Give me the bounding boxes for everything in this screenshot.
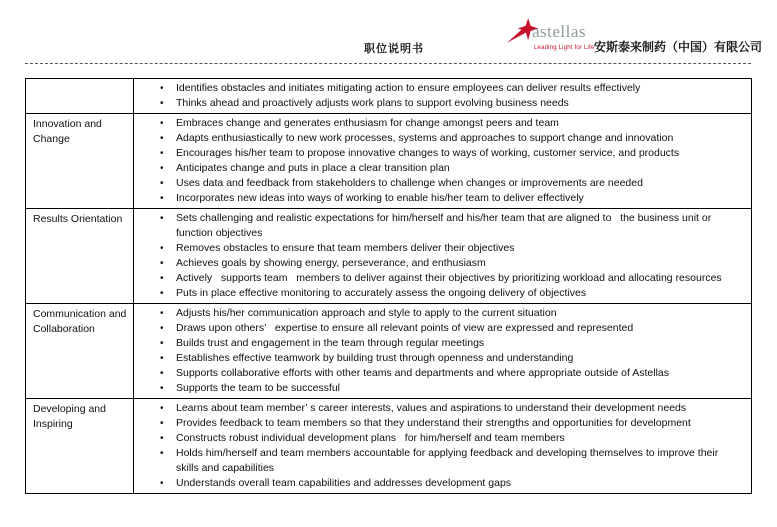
competency-table-body [26,79,752,494]
row-label: Results Orientation [26,209,134,304]
bullet-item: • Uses data and feedback from stakeholders to challenge when changes or improvements are needed [158,176,743,191]
bullet-list [158,116,743,206]
row-bullets [134,79,752,114]
bullet-item: • Supports the team to be successful [158,381,743,396]
row-bullets [134,114,752,209]
astellas-tagline: Leading Light for Life [534,45,595,51]
bullet-item: • Removes obstacles to ensure that team members deliver their objectives [158,241,743,256]
bullet-item: • Achieves goals by showing energy, perseverance, and enthusiasm [158,256,743,271]
bullet-item: • Thinks ahead and proactively adjusts work plans to support evolving business needs [158,96,743,111]
bullet-item: • Adapts enthusiastically to new work processes, systems and approaches to support change and innovation [158,131,743,146]
bullet-item: • Encourages his/her team to propose innovative changes to ways of working, customer service, and products [158,146,743,161]
table-row [26,399,752,494]
table-row [26,209,752,304]
bullet-list [158,211,743,301]
bullet-item: • Provides feedback to team members so that they understand their strengths and opportunities for development [158,416,743,431]
bullet-item: • Learns about team member’ s career interests, values and aspirations to understand their development needs [158,401,743,416]
row-bullets [134,209,752,304]
bullet-item: • Embraces change and generates enthusiasm for change amongst peers and team [158,116,743,131]
bullet-list [158,81,743,111]
bullet-item: • Adjusts his/her communication approach and style to apply to the current situation [158,306,743,321]
company-name: 安斯泰来制药（中国）有限公司 [594,40,763,54]
bullet-item: • Builds trust and engagement in the team through regular meetings [158,336,743,351]
row-bullets [134,399,752,494]
header-divider [25,63,751,64]
bullet-list [158,306,743,396]
astellas-logo [506,14,596,52]
row-label [26,79,134,114]
row-label: Communication and Collaboration [26,304,134,399]
bullet-item: • Identifies obstacles and initiates mitigating action to ensure employees can deliver results effectively [158,81,743,96]
competency-table [25,78,752,494]
bullet-item: • Anticipates change and puts in place a clear transition plan [158,161,743,176]
table-row [26,79,752,114]
doc-title: 职位说明书 [364,43,424,55]
bullet-item: • Sets challenging and realistic expectations for him/herself and his/her team that are aligned to the business unit or function objectives [158,211,743,241]
bullet-item: • Actively supports team members to deliver against their objectives by prioritizing workload and allocating resources [158,271,743,286]
row-label: Developing and Inspiring [26,399,134,494]
bullet-item: • Supports collaborative efforts with other teams and departments and where appropriate outside of Astellas [158,366,743,381]
bullet-item: • Draws upon others’ expertise to ensure all relevant points of view are expressed and represented [158,321,743,336]
row-label: Innovation and Change [26,114,134,209]
bullet-item: • Understands overall team capabilities and addresses development gaps [158,476,743,491]
bullet-item: • Constructs robust individual development plans for him/herself and team members [158,431,743,446]
row-bullets [134,304,752,399]
table-row [26,114,752,209]
bullet-item: • Puts in place effective monitoring to accurately assess the ongoing delivery of objectives [158,286,743,301]
bullet-list [158,401,743,491]
bullet-item: • Holds him/herself and team members accountable for applying feedback and developing themselves to improve their skills and capabilities [158,446,743,476]
table-row [26,304,752,399]
astellas-wordmark: astellas [532,22,587,41]
bullet-item: • Establishes effective teamwork by building trust through openness and understanding [158,351,743,366]
bullet-item: • Incorporates new ideas into ways of working to enable his/her team to deliver effectively [158,191,743,206]
